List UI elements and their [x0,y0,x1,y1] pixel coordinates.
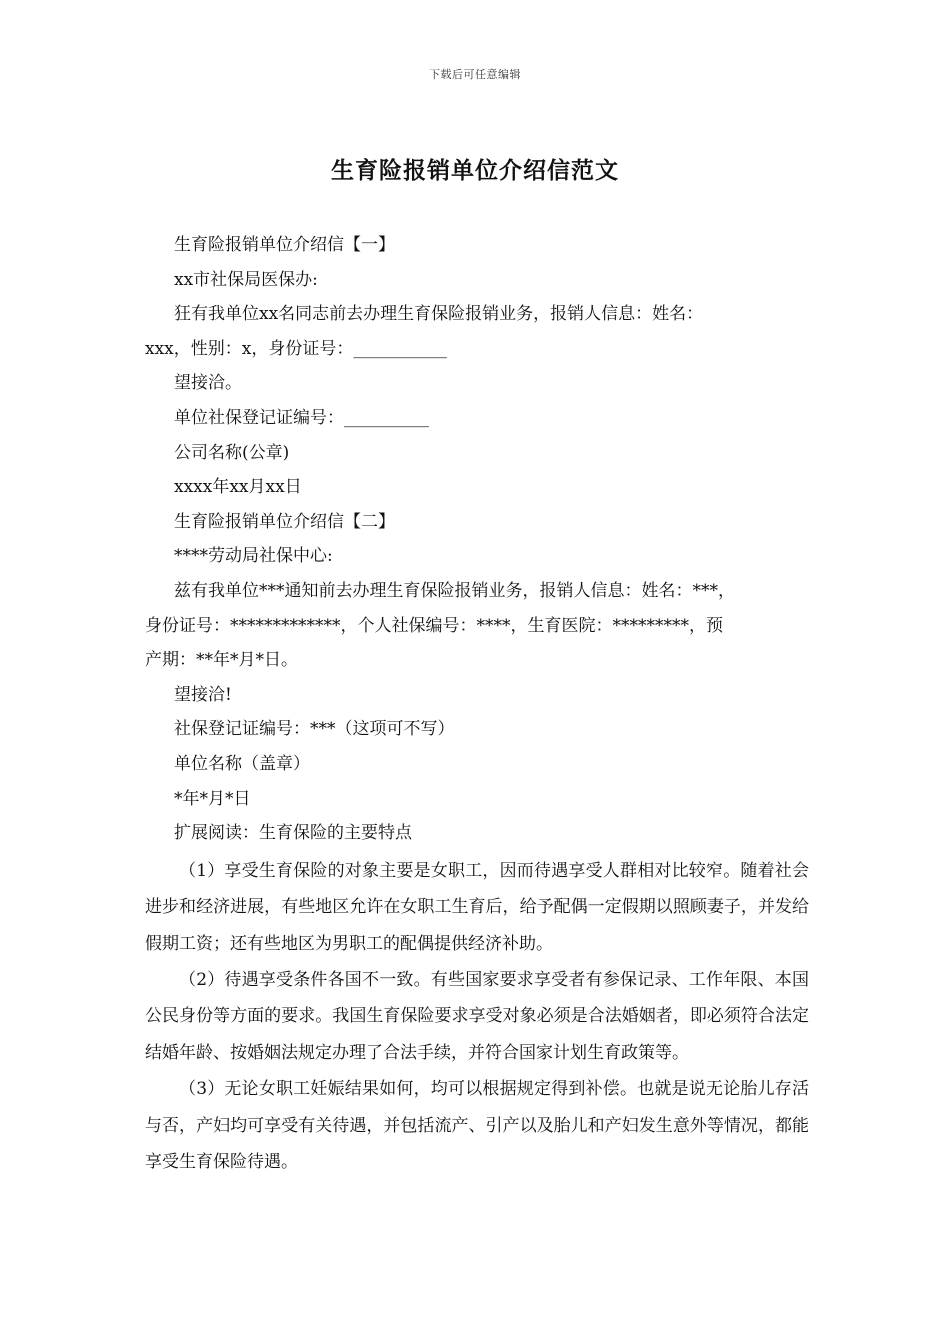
letter1-closing: 望接洽。 [174,373,242,394]
letter2-company: 单位名称（盖章） [174,753,310,774]
letter1-heading: 生育险报销单位介绍信【一】 [174,235,395,255]
letter1-date: xxxx年xx月xx日 [174,477,302,498]
letter2-body-line1: 兹有我单位***通知前去办理生育保险报销业务，报销人信息：姓名：***， [174,580,735,601]
document-title: 生育险报销单位介绍信范文 [331,157,619,184]
letter2-recipient: ****劳动局社保中心: [174,546,333,567]
letter2-reg-number: 社保登记证编号：***（这项可不写） [174,719,455,740]
letter1-company: 公司名称(公章) [174,442,290,463]
letter2-body-line2: 身份证号：*************，个人社保编号：****，生育医院：*********，预 [145,615,723,636]
extended-heading: 扩展阅读：生育保险的主要特点 [174,823,412,844]
letter1-reg-number: 单位社保登记证编号：__________ [174,407,429,428]
letter1-body-line2: xxx，性别：x，身份证号：___________ [145,338,447,359]
letter2-closing: 望接洽! [174,684,232,705]
letter1-body-line1: 狂有我单位xx名同志前去办理生育保险报销业务，报销人信息：姓名： [174,304,704,325]
extended-paragraph-3: （3）无论女职工妊娠结果如何，均可以根据规定得到补偿。也就是说无论胎儿存活与否，产妇均可享受有关待遇，并包括流产、引产以及胎儿和产妇发生意外等情况，都能享受生育保险待遇。 [145,1079,809,1172]
letter2-body-line3: 产期：**年*月*日。 [145,650,298,671]
letter2-date: *年*月*日 [174,788,251,809]
extended-paragraph-1: （1）享受生育保险的对象主要是女职工，因而待遇享受人群相对比较窄。随着社会进步和经济进展，有些地区允许在女职工生育后，给予配偶一定假期以照顾妻子，并发给假期工资；还有些地区为男职工的配偶提供经济补助。 [145,860,809,954]
extended-paragraph-2: （2）待遇享受条件各国不一致。有些国家要求享受者有参保记录、工作年限、本国公民身份等方面的要求。我国生育保险要求享受对象必须是合法婚姻者，即必须符合法定结婚年龄、按婚姻法规定办理了合法手续，并符合国家计划生育政策等。 [145,969,809,1063]
letter2-heading: 生育险报销单位介绍信【二】 [174,511,395,532]
letter1-recipient: xx市社保局医保办: [174,269,318,290]
header-note: 下载后可任意编辑 [429,68,521,81]
document-body [145,228,809,1180]
